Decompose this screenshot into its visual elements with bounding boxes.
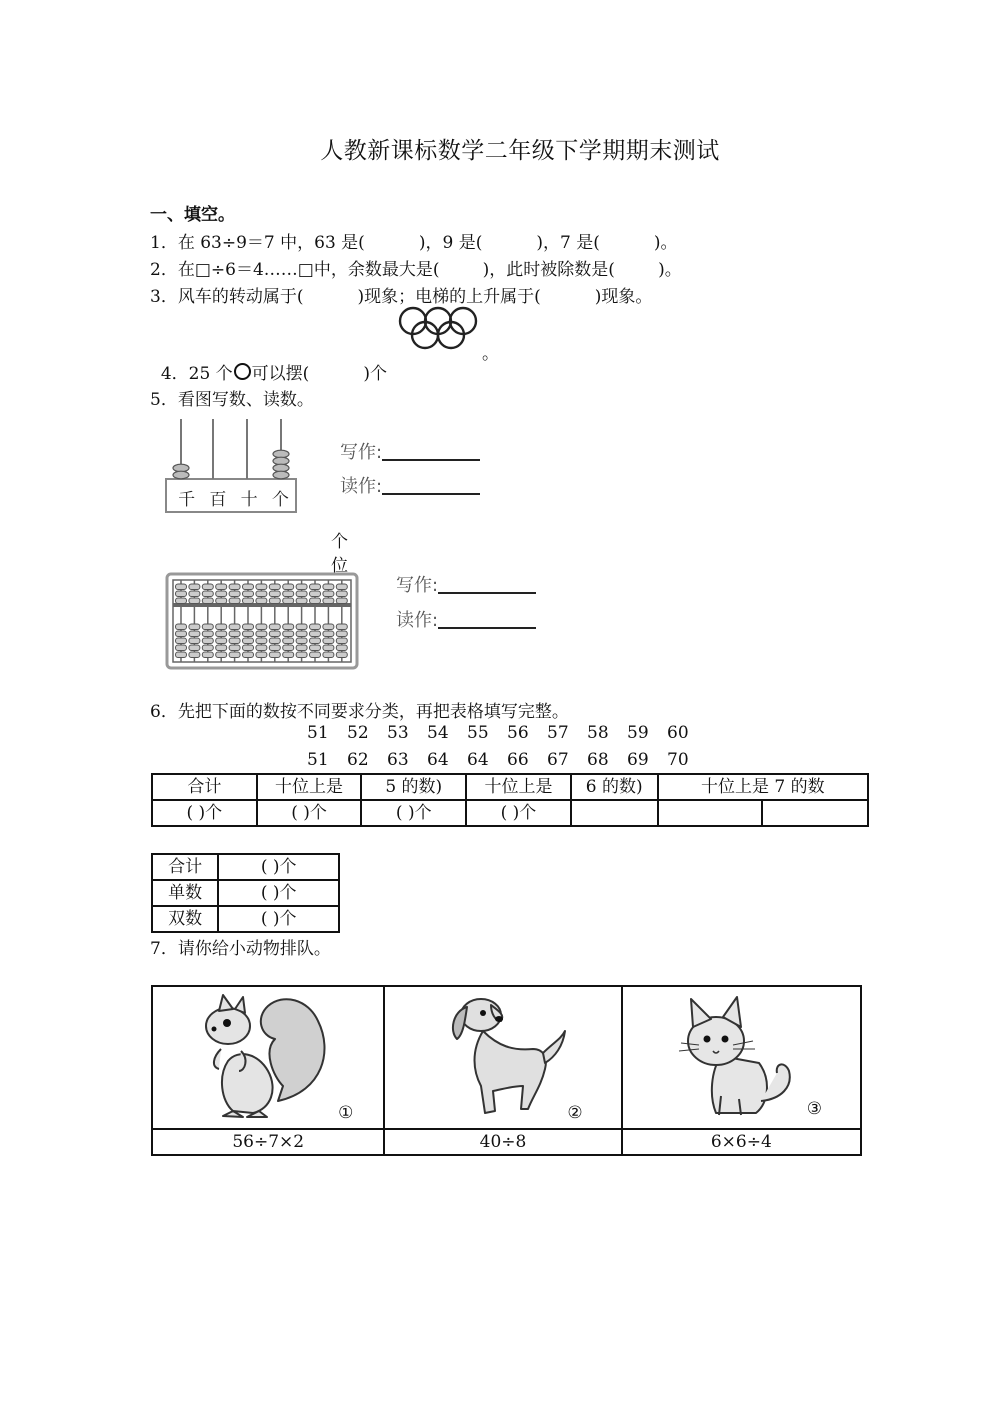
number-item: 51 xyxy=(307,750,329,770)
table-cell[interactable]: ( )个 xyxy=(152,800,257,826)
number-item: 56 xyxy=(507,723,529,743)
number-item: 54 xyxy=(427,723,449,743)
number-item: 67 xyxy=(547,750,569,770)
table-row xyxy=(152,906,339,932)
table-row xyxy=(152,880,339,906)
question-4-middle: 可以摆( )个 xyxy=(251,364,387,384)
answer-line[interactable] xyxy=(382,445,480,461)
answer-line[interactable] xyxy=(438,613,536,629)
table-cell[interactable] xyxy=(571,800,658,826)
number-item: 64 xyxy=(467,750,489,770)
table-header: 合计 xyxy=(152,774,257,800)
page-title: 人教新课标数学二年级下学期期末测试 xyxy=(320,138,720,164)
ones-place-label-top: 个 xyxy=(331,532,348,552)
abacus-icon xyxy=(165,572,359,670)
question-5: 5．看图写数、读数。 xyxy=(150,390,314,410)
table-row xyxy=(152,854,339,880)
number-item: 53 xyxy=(387,723,409,743)
ones-place-label-bottom: 位 xyxy=(331,556,348,576)
question-4-prefix: 4．25 个 xyxy=(160,364,233,384)
table-cell[interactable]: ( )个 xyxy=(218,854,339,880)
classification-table xyxy=(151,773,869,827)
question-7: 7．请你给小动物排队。 xyxy=(150,939,331,959)
table-cell[interactable]: ( )个 xyxy=(361,800,466,826)
read-label-1: 读作: xyxy=(340,472,480,498)
place-thousands: 千 xyxy=(178,490,196,510)
number-item: 59 xyxy=(627,723,649,743)
number-item: 68 xyxy=(587,750,609,770)
number-item: 70 xyxy=(667,750,689,770)
expression-row xyxy=(152,1129,861,1155)
place-tens: 十 xyxy=(240,490,258,510)
number-item: 64 xyxy=(427,750,449,770)
place-value-labels xyxy=(171,485,296,510)
number-item: 52 xyxy=(347,723,369,743)
section-heading-fill-blank: 一、填空。 xyxy=(150,205,235,225)
table-label: 合计 xyxy=(152,854,218,880)
numbers-row-1 xyxy=(307,723,707,743)
animal-cell-dog xyxy=(384,986,621,1129)
question-4 xyxy=(150,339,387,384)
table-row xyxy=(152,800,868,826)
animal-table xyxy=(151,985,862,1156)
squirrel-icon xyxy=(183,991,333,1121)
question-4-end: 。 xyxy=(482,344,499,364)
table-label: 单数 xyxy=(152,880,218,906)
table-header: 6 的数) xyxy=(571,774,658,800)
circled-number-1: ① xyxy=(338,1103,354,1123)
table-header: 5 的数) xyxy=(361,774,466,800)
table-cell[interactable]: ( )个 xyxy=(466,800,571,826)
answer-line[interactable] xyxy=(382,479,480,495)
place-ones: 个 xyxy=(271,490,289,510)
olympic-rings-icon xyxy=(398,306,480,350)
table-header: 十位上是 7 的数 xyxy=(658,774,868,800)
table-label: 双数 xyxy=(152,906,218,932)
number-item: 58 xyxy=(587,723,609,743)
circled-number-3: ③ xyxy=(806,1099,822,1119)
number-item: 69 xyxy=(627,750,649,770)
animal-cell-cat xyxy=(622,986,861,1129)
table-header: 十位上是 xyxy=(257,774,362,800)
expression-cell: 40÷8 xyxy=(384,1129,621,1155)
question-3: 3．风车的转动属于( )现象；电梯的上升属于( )现象。 xyxy=(150,287,653,307)
dog-icon xyxy=(423,991,573,1121)
question-1: 1．在 63÷9＝7 中，63 是( )，9 是( )，7 是( )。 xyxy=(150,233,678,253)
question-6: 6．先把下面的数按不同要求分类，再把表格填写完整。 xyxy=(150,702,569,722)
table-cell[interactable] xyxy=(658,800,763,826)
table-cell[interactable]: ( )个 xyxy=(218,906,339,932)
number-item: 66 xyxy=(507,750,529,770)
numbers-row-2 xyxy=(307,750,707,770)
number-item: 62 xyxy=(347,750,369,770)
number-item: 60 xyxy=(667,723,689,743)
write-label-1: 写作: xyxy=(340,438,480,464)
number-item: 55 xyxy=(467,723,489,743)
odd-even-table xyxy=(151,853,340,933)
ring-icon xyxy=(234,363,251,380)
number-item: 51 xyxy=(307,723,329,743)
table-cell[interactable]: ( )个 xyxy=(257,800,362,826)
table-cell[interactable] xyxy=(762,800,868,826)
table-cell[interactable]: ( )个 xyxy=(218,880,339,906)
number-item: 57 xyxy=(547,723,569,743)
place-hundreds: 百 xyxy=(209,490,227,510)
number-item: 63 xyxy=(387,750,409,770)
answer-line[interactable] xyxy=(438,578,536,594)
table-header-row xyxy=(152,774,868,800)
expression-cell: 56÷7×2 xyxy=(152,1129,384,1155)
table-header: 十位上是 xyxy=(466,774,571,800)
circled-number-2: ② xyxy=(567,1103,583,1123)
cat-icon xyxy=(661,991,811,1121)
write-label-2: 写作: xyxy=(396,571,536,597)
read-label-2: 读作: xyxy=(396,606,536,632)
animal-picture-row xyxy=(152,986,861,1129)
expression-cell: 6×6÷4 xyxy=(622,1129,861,1155)
question-2: 2．在□÷6＝4……□中，余数最大是( )，此时被除数是( )。 xyxy=(150,260,682,280)
animal-cell-squirrel xyxy=(152,986,384,1129)
